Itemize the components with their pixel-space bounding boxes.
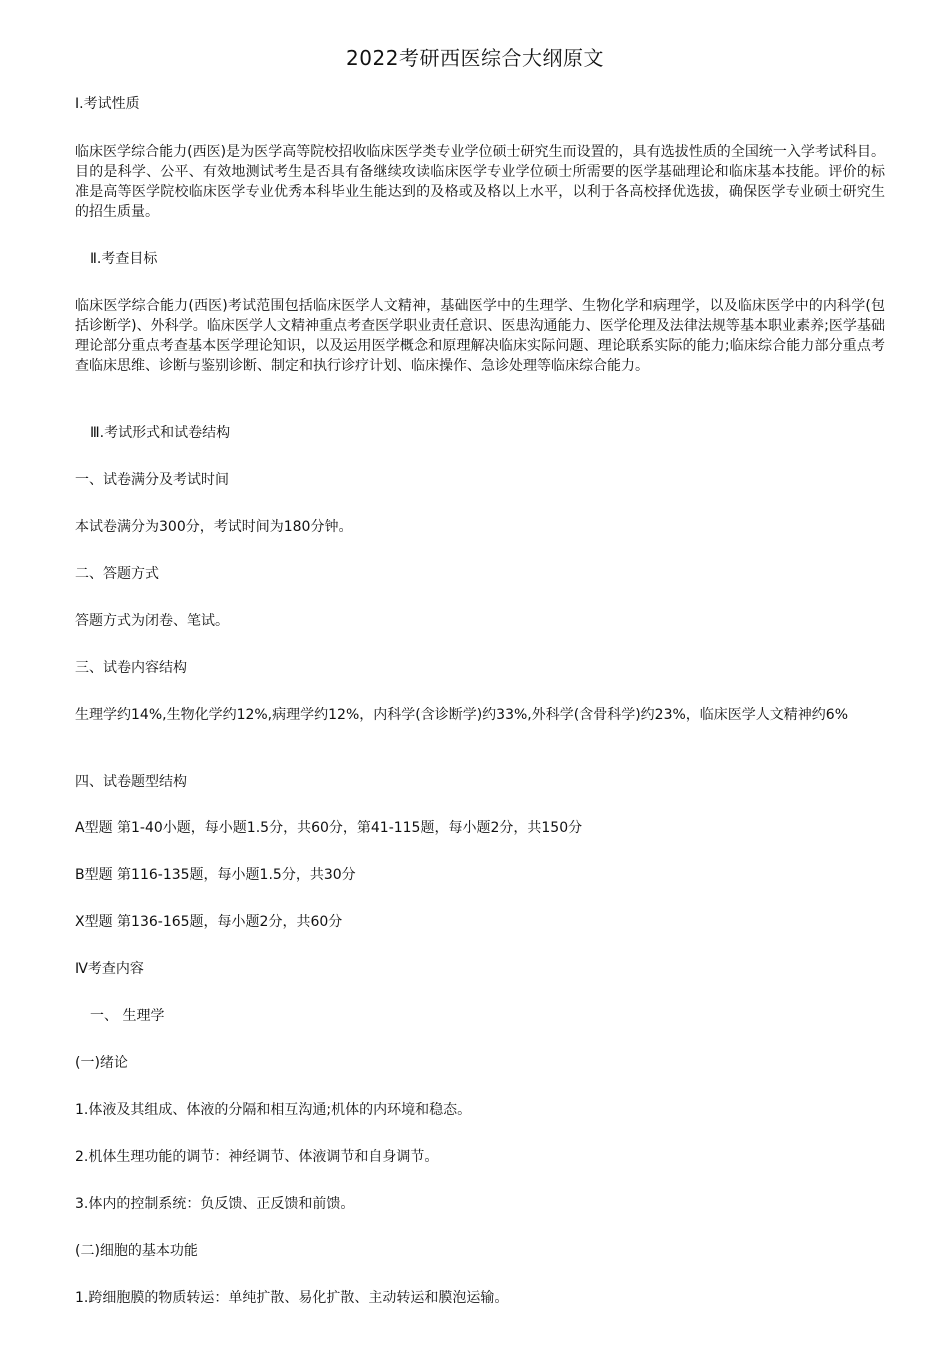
list-item: 2.机体生理功能的调节：神经调节、体液调节和自身调节。	[75, 1149, 439, 1165]
subsection-body-score-time: 本试卷满分为300分，考试时间为180分钟。	[75, 519, 353, 535]
topic-heading-introduction: (一)绪论	[75, 1055, 128, 1071]
section-heading-exam-format: Ⅲ.考试形式和试卷结构	[90, 425, 231, 441]
subsection-body-answer-method: 答题方式为闭卷、笔试。	[75, 613, 229, 629]
question-type-x: X型题 第136-165题，每小题2分，共60分	[75, 914, 343, 930]
question-type-a: A型题 第1-40小题，每小题1.5分，共60分，第41-115题，每小题2分，共150分	[75, 820, 583, 836]
question-type-b: B型题 第116-135题，每小题1.5分，共30分	[75, 867, 356, 883]
subsection-heading-question-types: 四、试卷题型结构	[75, 774, 187, 790]
list-item: 1.体液及其组成、体液的分隔和相互沟通;机体的内环境和稳态。	[75, 1102, 472, 1118]
subsection-heading-physiology: 一、 生理学	[90, 1008, 165, 1024]
subsection-heading-score-time: 一、试卷满分及考试时间	[75, 472, 229, 488]
section-body-exam-objectives: 临床医学综合能力(西医)考试范围包括临床医学人文精神，基础医学中的生理学、生物化学和病理学，以及临床医学中的内科学(包括诊断学)、外科学。临床医学人文精神重点考查医学职业责任意识、医患沟通能力、医学伦理及法律法规等基本职业素养;医学基础理论部分重点考查基本医学理论知识，以及运用医学概念和原理解决临床实际问题、理论联系实际的能力;临床综合能力部分重点考查临床思维、诊断与鉴别诊断、制定和执行诊疗计划、临床操作、急诊处理等临床综合能力。	[75, 298, 885, 374]
section-heading-exam-content: Ⅳ考查内容	[75, 961, 144, 977]
list-item: 3.体内的控制系统：负反馈、正反馈和前馈。	[75, 1196, 355, 1212]
subsection-heading-answer-method: 二、答题方式	[75, 566, 159, 582]
subsection-heading-content-structure: 三、试卷内容结构	[75, 660, 187, 676]
list-item: 1.跨细胞膜的物质转运：单纯扩散、易化扩散、主动转运和膜泡运输。	[75, 1290, 509, 1306]
topic-heading-cell-basic-function: (二)细胞的基本功能	[75, 1243, 198, 1259]
section-heading-exam-objectives: Ⅱ.考查目标	[90, 251, 158, 267]
section-heading-exam-nature: Ⅰ.考试性质	[75, 96, 140, 112]
section-body-exam-nature: 临床医学综合能力(西医)是为医学高等院校招收临床医学类专业学位硕士研究生而设置的，具有选拔性质的全国统一入学考试科目。目的是科学、公平、有效地测试考生是否具有备继续攻读临床医学专业学位硕士所需要的医学基础理论和临床基本技能。评价的标准是高等医学院校临床医学专业优秀本科毕业生能达到的及格或及格以上水平，以利于各高校择优选拔，确保医学专业硕士研究生的招生质量。	[75, 144, 885, 220]
subsection-body-content-structure: 生理学约14%,生物化学约12%,病理学约12%，内科学(含诊断学)约33%,外科学(含骨科学)约23%，临床医学人文精神约6%	[75, 707, 848, 723]
document-title: 2022考研西医综合大纲原文	[346, 46, 604, 70]
